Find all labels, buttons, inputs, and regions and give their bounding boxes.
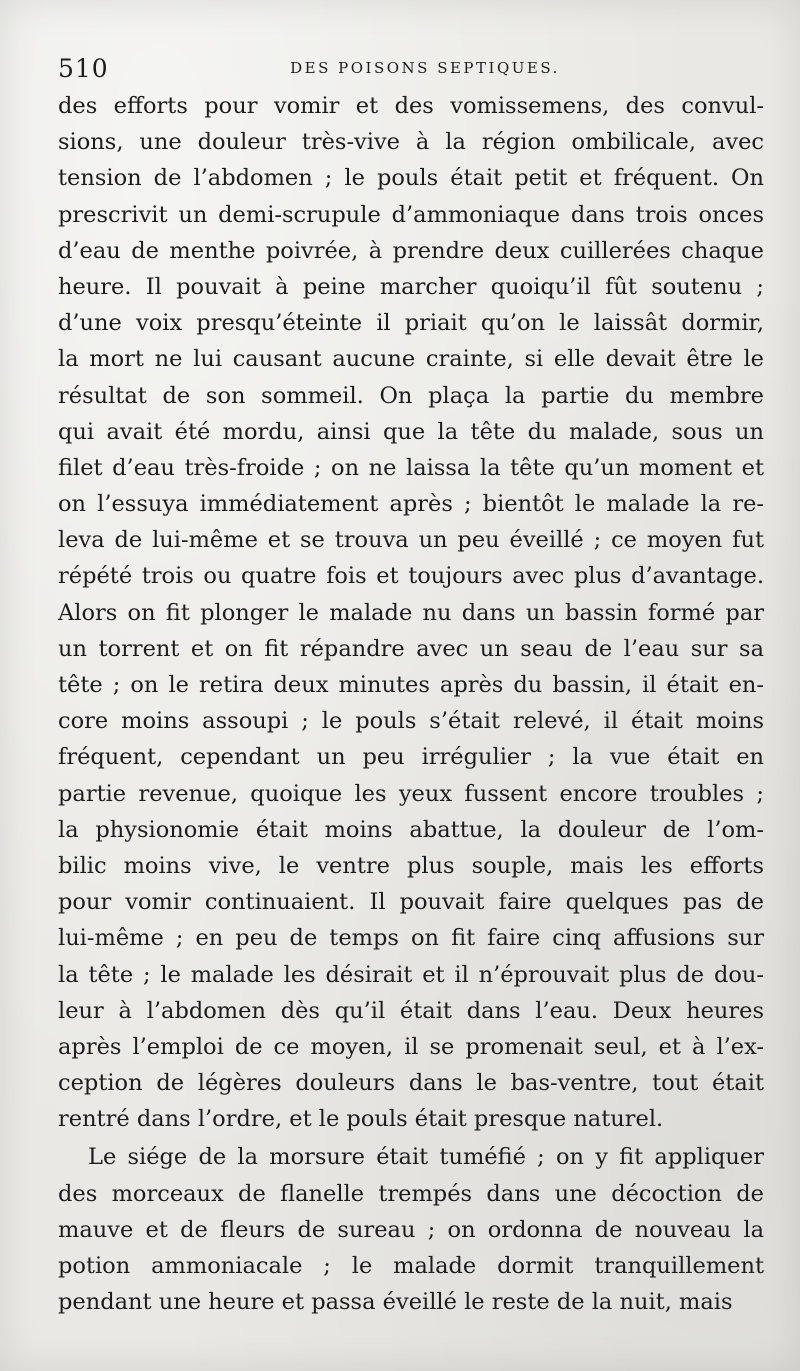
text-line: des morceaux de flanelle trempés dans une décoction de [58, 1180, 764, 1207]
text-line: sions, une douleur très-vive à la région ombilicale, avec [58, 129, 764, 156]
text-line: core moins assoupi ; le pouls s’était relevé, il était moins [58, 708, 764, 735]
text-line: résultat de son sommeil. On plaça la partie du membre [58, 382, 764, 409]
text-line: rentré dans l’ordre, et le pouls était presque naturel. [58, 1106, 664, 1133]
text-line: Le siége de la morsure était tuméfié ; on y fit appliquer [88, 1144, 764, 1171]
text-line: prescrivit un demi-scrupule d’ammoniaque dans trois onces [58, 201, 764, 228]
text-line: potion ammoniacale ; le malade dormit tranquillement [58, 1253, 764, 1279]
text-line: tension de l’abdomen ; le pouls était petit et fréquent. On [58, 165, 764, 192]
text-line: qui avait été mordu, ainsi que la tête du malade, sous un [58, 418, 764, 445]
text-line: mauve et de fleurs de sureau ; on ordonna de nouveau la [58, 1216, 764, 1243]
text-line: Alors on fit plonger le malade nu dans un bassin formé par [58, 599, 764, 626]
text-line: la tête ; le malade les désirait et il n’éprouvait plus de dou- [58, 961, 764, 988]
text-line: bilic moins vive, le ventre plus souple, mais les efforts [58, 852, 764, 879]
text-line: on l’essuya immédiatement après ; bientôt le malade la re- [58, 491, 764, 518]
text-line: heure. Il pouvait à peine marcher quoiqu’il fût soutenu ; [58, 273, 764, 300]
body-text [58, 88, 764, 1320]
page-number: 510 [58, 54, 109, 83]
running-title: DES POISONS SEPTIQUES. [290, 59, 560, 77]
text-line: d’une voix presqu’éteinte il priait qu’on le laissât dormir, [58, 310, 764, 337]
page-header [58, 54, 762, 86]
text-line: ception de légères douleurs dans le bas-ventre, tout était [58, 1070, 764, 1097]
text-line: pendant une heure et passa éveillé le reste de la nuit, mais [58, 1289, 733, 1316]
text-line: leva de lui-même et se trouva un peu éveillé ; ce moyen fut [58, 527, 764, 554]
text-line: pour vomir continuaient. Il pouvait faire quelques pas de [58, 889, 764, 916]
text-line: après l’emploi de ce moyen, il se promenait seul, et à l’ex- [58, 1033, 764, 1060]
text-line: d’eau de menthe poivrée, à prendre deux cuillerées chaque [58, 237, 764, 264]
text-line: lui-même ; en peu de temps on fit faire cinq affusions sur [58, 925, 764, 952]
text-line: fréquent, cependant un peu irrégulier ; la vue était en [58, 744, 764, 771]
text-line: tête ; on le retira deux minutes après du bassin, il était en- [58, 672, 764, 698]
text-line: leur à l’abdomen dès qu’il était dans l’eau. Deux heures [58, 997, 764, 1024]
text-line: la mort ne lui causant aucune crainte, si elle devait être le [58, 346, 764, 373]
paragraph [58, 88, 764, 1137]
text-line: filet d’eau très-froide ; on ne laissa la tête qu’un moment et [58, 454, 764, 481]
text-line: partie revenue, quoique les yeux fussent encore troubles ; [58, 780, 764, 807]
text-line: répété trois ou quatre fois et toujours avec plus d’avantage. [58, 563, 764, 590]
text-line: un torrent et on fit répandre avec un seau de l’eau sur sa [58, 635, 764, 662]
text-line: la physionomie était moins abattue, la douleur de l’om- [58, 816, 764, 843]
text-line: des efforts pour vomir et des vomissemens, des convul- [58, 93, 764, 119]
paragraph [58, 1139, 764, 1320]
